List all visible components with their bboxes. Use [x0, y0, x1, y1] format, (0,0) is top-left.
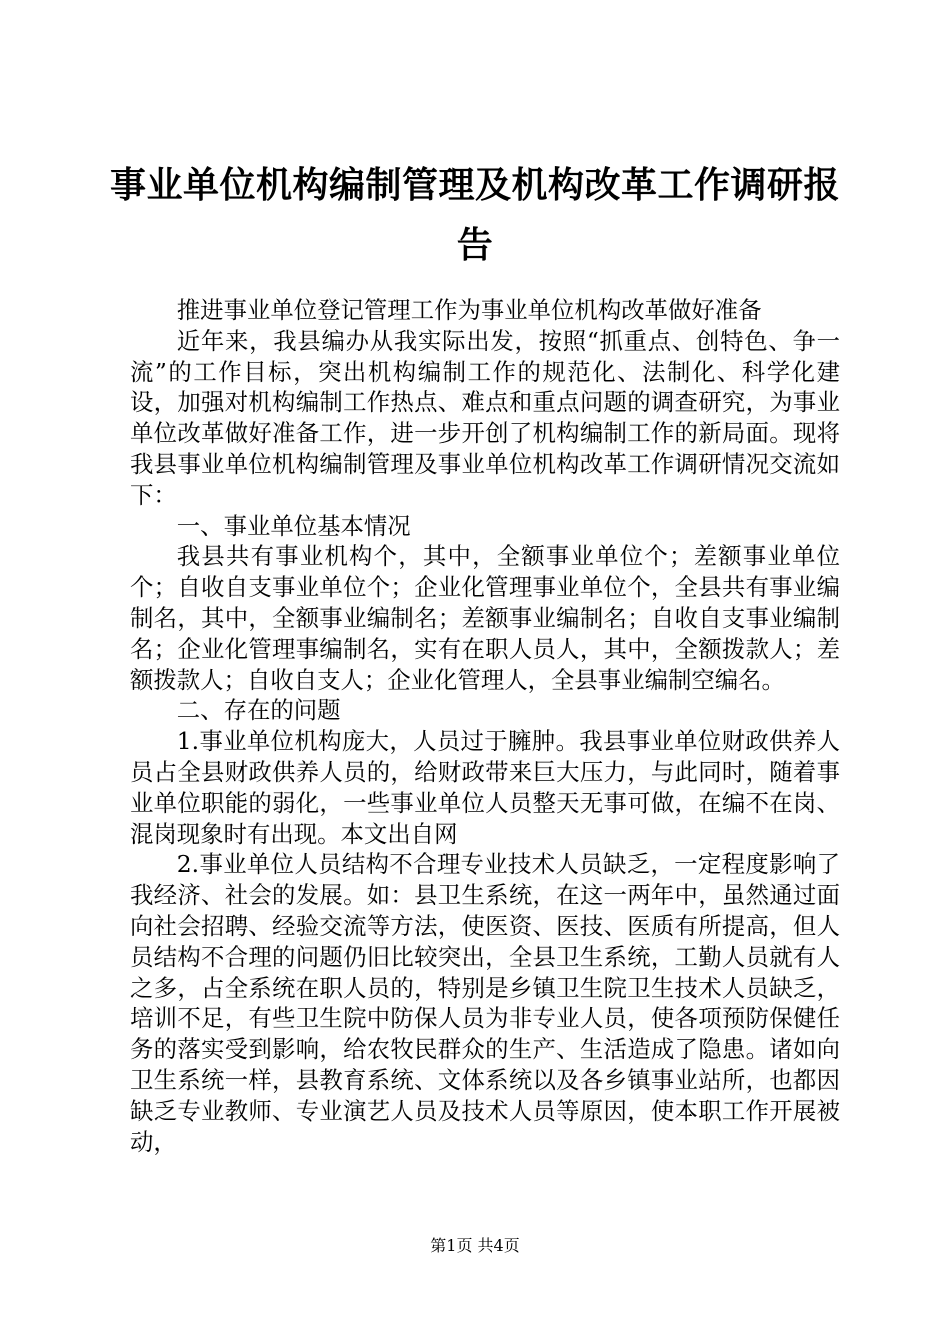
paragraph-problem-1: 1.事业单位机构庞大，人员过于臃肿。我县事业单位财政供养人员占全县财政供养人员的，给财政带来巨大压力，与此同时，随着事业单位职能的弱化，一些事业单位人员整天无事可做，在编不在岗、混岗现象时有出现。本文出自网	[130, 727, 840, 848]
page-footer: 第1页 共4页	[430, 1236, 520, 1255]
paragraph-intro: 近年来，我县编办从我实际出发，按照“抓重点、创特色、争一流”的工作目标，突出机构编制工作的规范化、法制化、科学化建设，加强对机构编制工作热点、难点和重点问题的调查研究，为事业单位改革做好准备工作，进一步开创了机构编制工作的新局面。现将我县事业单位机构编制管理及事业单位机构改革工作调研情况交流如下：	[130, 326, 840, 509]
document-title: 事业单位机构编制管理及机构改革工作调研报告	[109, 165, 840, 266]
paragraph-basic-situation: 我县共有事业机构个，其中，全额事业单位个；差额事业单位个；自收自支事业单位个；企业化管理事业单位个，全县共有事业编制名，其中，全额事业编制名；差额事业编制名；自收自支事业编制名；企业化管理事编制名，实有在职人员人，其中，全额拨款人；差额拨款人；自收自支人；企业化管理人，全县事业编制空编名。	[130, 542, 840, 694]
section-heading-basic-situation: 一、事业单位基本情况	[176, 511, 411, 540]
section-heading-problems: 二、存在的问题	[176, 696, 341, 725]
paragraph-problem-2: 2.事业单位人员结构不合理专业技术人员缺乏，一定程度影响了我经济、社会的发展。如：县卫生系统，在这一两年中，虽然通过面向社会招聘、经验交流等方法，使医资、医技、医质有所提高，但人员结构不合理的问题仍旧比较突出，全县卫生系统，工勤人员就有人之多，占全系统在职人员的，特别是乡镇卫生院卫生技术人员缺乏，培训不足，有些卫生院中防保人员为非专业人员，使各项预防保健任务的落实受到影响，给农牧民群众的生产、生活造成了隐患。诸如向卫生系统一样，县教育系统、文体系统以及各乡镇事业站所，也都因缺乏专业教师、专业演艺人员及技术人员等原因，使本职工作开展被动，	[130, 850, 840, 1156]
document-body	[130, 295, 840, 1157]
paragraph-subtitle: 推进事业单位登记管理工作为事业单位机构改革做好准备	[176, 296, 762, 324]
